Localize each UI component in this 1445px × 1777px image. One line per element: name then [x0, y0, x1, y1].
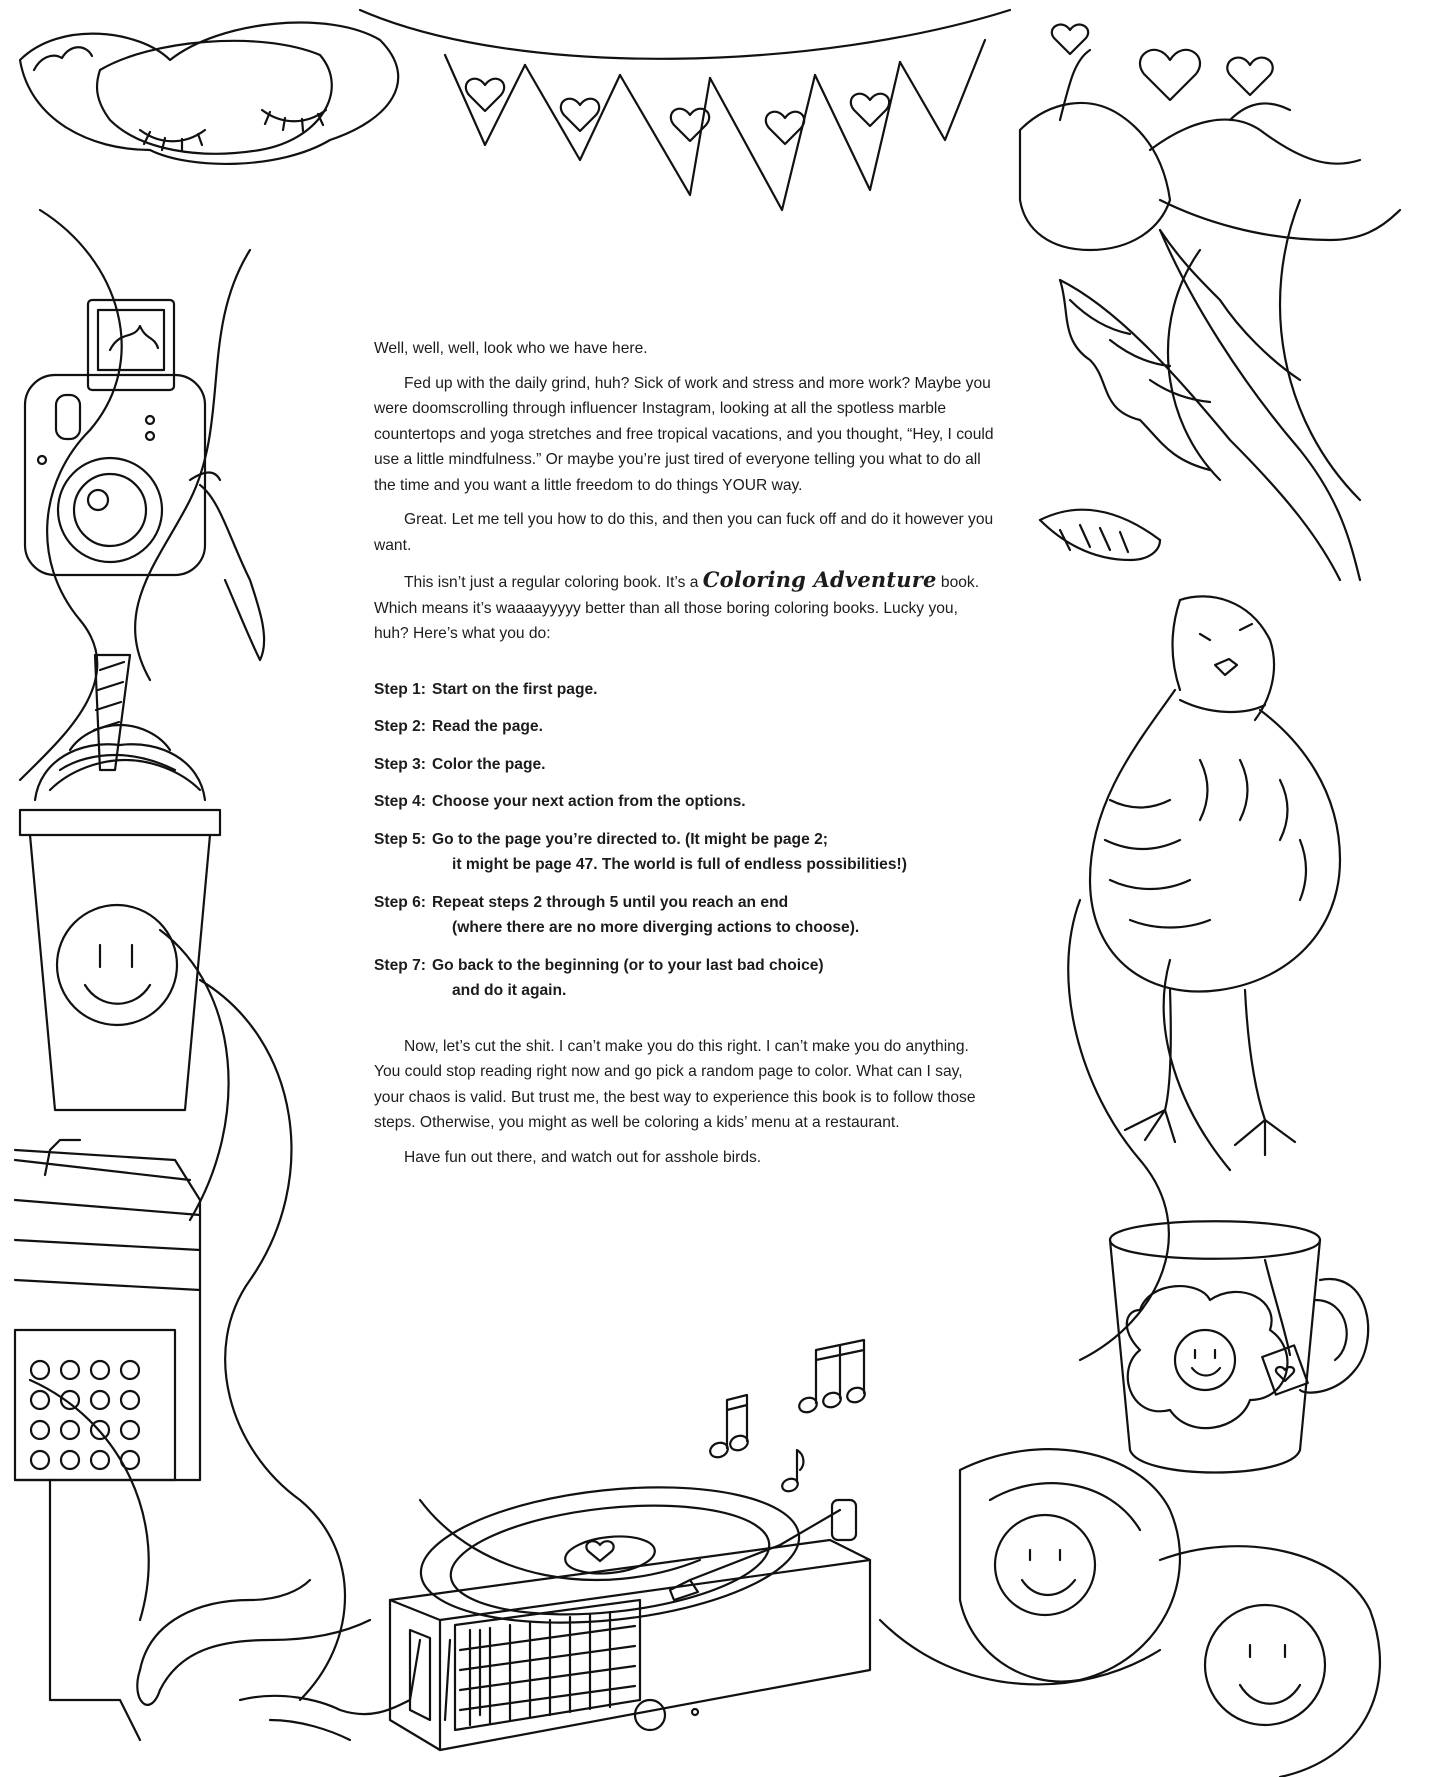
- record-player-illustration: [390, 1470, 870, 1750]
- step-label: Step 7:: [374, 956, 426, 974]
- step-label: Step 1:: [374, 680, 426, 698]
- step-text: Start on the first page.: [432, 680, 598, 698]
- steps-list: [374, 677, 994, 1004]
- coloring-adventure-script-title: Coloring Adventure: [702, 567, 937, 592]
- paragraph-fed-up: Fed up with the daily grind, huh? Sick of work and stress and more work? Maybe you were doomscrolling through influencer Instagram, looking at all the spotless marble countertops and yoga stretches and free tropical vacations, and you thought, “Hey, I could use a little mindfulness.” Or maybe you’re just tired of everyone telling you what to do all the time and you want a little freedom to do things YOUR way.: [374, 374, 994, 494]
- step-2: [374, 714, 994, 740]
- coloring-adventure-lead-text: This isn’t just a regular coloring book. It’s a: [404, 574, 699, 591]
- coloring-adventure-tail-text: book. Which means it’s waaaayyyyy better than all those boring coloring books. Lucky you, huh? Here’s what you do:: [374, 574, 980, 642]
- pinky-promise-hands-illustration: [1020, 25, 1400, 250]
- step-6: [374, 890, 994, 941]
- step-text: Read the page.: [432, 718, 543, 735]
- step-3: [374, 752, 994, 778]
- step-label: Step 3:: [374, 755, 426, 773]
- paragraph-cut-the-shit: Now, let’s cut the shit. I can’t make you do this right. I can’t make you do anything. You could stop reading right now and go pick a random page to color. What can I say, your chaos is valid. But trust me, the best way to experience this book is to follow those steps. Otherwise, you might as well be coloring a kids’ menu at a restaurant.: [374, 1037, 976, 1131]
- step-body: [432, 953, 824, 1004]
- step-text-continued: and do it again.: [452, 982, 567, 999]
- step-4: [374, 789, 994, 815]
- heart-bunting-illustration: [360, 10, 1010, 210]
- step-body: [432, 890, 859, 941]
- music-notes-illustration: [708, 1340, 867, 1493]
- step-label: Step 5:: [374, 830, 426, 848]
- step-text: Repeat steps 2 through 5 until you reach an end: [432, 893, 789, 911]
- flower-mug-illustration: [1110, 1221, 1368, 1472]
- leaves-illustration: [1040, 230, 1360, 580]
- step-text-continued: it might be page 47. The world is full of endless possibilities!): [452, 856, 907, 873]
- step-label: Step 4:: [374, 793, 426, 810]
- step-body: [432, 827, 907, 878]
- step-label: Step 6:: [374, 893, 426, 911]
- step-label: Step 2:: [374, 718, 426, 735]
- instant-camera-illustration: [25, 300, 264, 660]
- closing-paragraph: Have fun out there, and watch out for asshole birds.: [404, 1148, 762, 1166]
- iced-coffee-cup-illustration: [20, 655, 220, 1110]
- banana-peel-illustration: [137, 1580, 410, 1740]
- step-5: [374, 827, 994, 878]
- seagull-illustration: [1090, 596, 1340, 1155]
- paragraph-coloring-adventure: [374, 567, 994, 647]
- step-text: Go back to the beginning (or to your last bad choice): [432, 956, 824, 974]
- step-text-continued: (where there are no more diverging actions to choose).: [452, 919, 860, 936]
- instructions-text: [374, 336, 994, 1179]
- sleep-mask-illustration: [20, 23, 398, 164]
- step-text: Color the page.: [432, 755, 546, 773]
- step-7: [374, 953, 994, 1004]
- intro-paragraph: Well, well, well, look who we have here.: [374, 340, 648, 357]
- paragraph-great: Great. Let me tell you how to do this, and then you can fuck off and do it however you want.: [374, 511, 994, 554]
- step-text: Go to the page you’re directed to. (It might be page 2;: [432, 830, 828, 848]
- step-text: Choose your next action from the options.: [432, 793, 746, 810]
- smiley-slippers-illustration: [960, 1449, 1380, 1777]
- step-1: [374, 677, 994, 703]
